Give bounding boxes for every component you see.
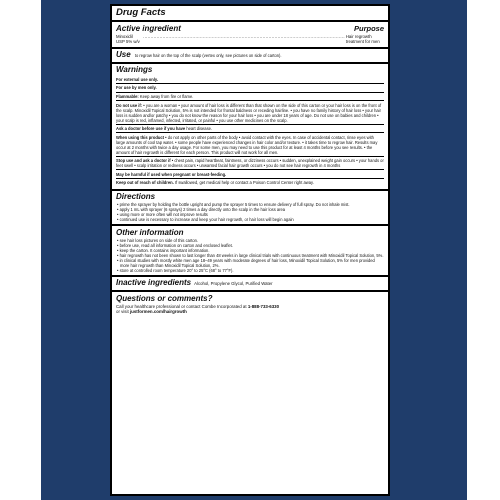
use-text: to regrow hair on the top of the scalp (vertex only, see pictures on side of carton). [134, 53, 282, 59]
stop-use-label: Stop use and ask a doctor if [116, 158, 171, 164]
directions-item: • apply 1 mL with sprayer (6 sprays) 2 times a day directly onto the scalp in the hair loss area [116, 207, 384, 212]
directions-section [112, 191, 388, 227]
other-information-item: • keep the carton. It contains important information. [116, 248, 384, 253]
warning-men-text: For use by men only. [116, 85, 157, 91]
ask-doctor-label: Ask a doctor before use if you have [116, 126, 186, 132]
directions-item: • continued use is necessary to increase and keep your hair regrowth, or hair loss will begin again [116, 217, 384, 222]
warnings-heading: Warnings [116, 65, 153, 75]
active-ingredient-header-row [116, 24, 384, 34]
questions-section [112, 292, 388, 316]
do-not-use-text: • you are a woman • your amount of hair loss is different than that shown on the side of this carton or your hair loss is on the front of the scalp. Minoxidil Topical Solution, 5% is not intended for frontal baldness or receding hairline. • you have no family history of hair loss • your hair loss is sudden and/or patchy • you do not know the reason for your hair loss • you are under 18 years of age. Do not use on babies and children • your scalp is red, inflamed, infected, irritated, or painful • you use other medicines on the scalp. [116, 102, 382, 123]
active-ingredient-name: Minoxidil USP 5% w/v [116, 34, 140, 45]
other-information-item: • hair regrowth has not been shown to last longer than 48 weeks in large clinical trials with continuous treatment with Minoxidil Topical Solution, 5%. [116, 253, 384, 258]
keep-out-label: Keep out of reach of children. [116, 180, 174, 186]
directions-heading: Directions [116, 192, 156, 202]
inactive-ingredients-row [116, 278, 384, 288]
do-not-use-label: Do not use if: [116, 102, 143, 108]
directions-item: • prime the sprayer by holding the bottle upright and pump the sprayer 5 times to ensure delivery of full spray. Do not inhale mist. [116, 202, 384, 207]
keep-out-text: If swallowed, get medical help or contact a Poison Control Center right away. [174, 180, 314, 186]
other-information-item: • in clinical studies with mostly white men age 18–49 years with moderate degrees of hair loss, Minoxidil Topical Solution, 5% for men provided more hair regrowth than Minoxidil Topical Solution, 2%. [116, 258, 384, 268]
questions-url-link[interactable]: justformen.com/hairgrowth [129, 309, 187, 315]
inactive-ingredients-section [112, 277, 388, 292]
flammable-label: Flammable: [116, 93, 139, 99]
flammable-text: Keep away from fire or flame. [139, 93, 194, 99]
questions-heading: Questions or comments? [116, 293, 213, 303]
other-information-item: • see hair loss pictures on side of this carton. [116, 238, 384, 243]
pregnancy-text: May be harmful if used when pregnant or breast-feeding. [116, 171, 227, 177]
questions-visit-line [116, 309, 384, 314]
stop-use-text: • chest pain, rapid heartbeat, faintness, or dizziness occurs • sudden, unexplained weight gain occurs • your hands or feet swell • scalp irritation or redness occurs • unwanted facial hair growth occurs • you do not see hair regrowth in 4 months [116, 158, 384, 169]
questions-phone: 1-888-733-6330 [247, 303, 280, 309]
inactive-ingredients-heading: Inactive ingredients [116, 278, 192, 288]
drug-facts-label [110, 4, 390, 496]
warning-men-only [116, 84, 384, 93]
active-ingredient-row [116, 34, 384, 44]
drug-facts-title: Drug Facts [116, 6, 166, 18]
when-using-label: When using this product [116, 134, 164, 140]
other-information-item: • store at controlled room temperature 20° to 25°C (68° to 77°F). [116, 268, 384, 273]
warning-external-use [116, 76, 384, 85]
ask-doctor-text: heart disease. [186, 126, 213, 132]
warning-do-not-use [116, 101, 384, 125]
active-ingredient-section [112, 22, 388, 48]
dot-leader: ....................................................................................................................................... [143, 34, 345, 40]
warning-when-using [116, 133, 384, 157]
warning-flammable [116, 93, 384, 102]
warning-stop-use [116, 157, 384, 171]
use-heading: Use [116, 50, 131, 60]
drug-facts-header [112, 6, 388, 22]
inactive-ingredients-text: Alcohol, Propylene Glycol, Purified Water [194, 281, 273, 287]
warning-keep-out [116, 179, 384, 187]
warning-pregnancy [116, 170, 384, 179]
questions-text: Call your healthcare professional or contact Combe Incorporated at [116, 303, 247, 309]
questions-visit: or visit [116, 309, 129, 315]
other-information-item: • before use, read all information on carton and enclosed leaflet. [116, 243, 384, 248]
active-ingredient-heading: Active ingredient [116, 23, 181, 33]
warnings-section [112, 64, 388, 191]
directions-item: • using more or more often will not improve results [116, 212, 384, 217]
use-section [112, 49, 388, 64]
warning-ask-doctor [116, 125, 384, 134]
warning-external-text: For external use only. [116, 76, 159, 82]
directions-list [116, 202, 384, 222]
purpose-heading: Purpose [353, 23, 384, 33]
other-information-section [112, 226, 388, 277]
other-information-heading: Other information [116, 227, 184, 237]
active-ingredient-purpose: Hair regrowth treatment for men [345, 34, 380, 45]
other-information-list [116, 238, 384, 273]
when-using-text: • do not apply on other parts of the body • avoid contact with the eyes. In case of accidental contact, rinse eyes with large amounts of cool tap water. • some people have experienced changes in hair color and/or texture. • it takes time to regrow hair. Results may occur at 2 months with twice a day usage. For some men, you may need to use this product for at least 4 months before you see results. • the amount of hair regrowth is different for each person. This product will not work for all men. [116, 134, 378, 155]
